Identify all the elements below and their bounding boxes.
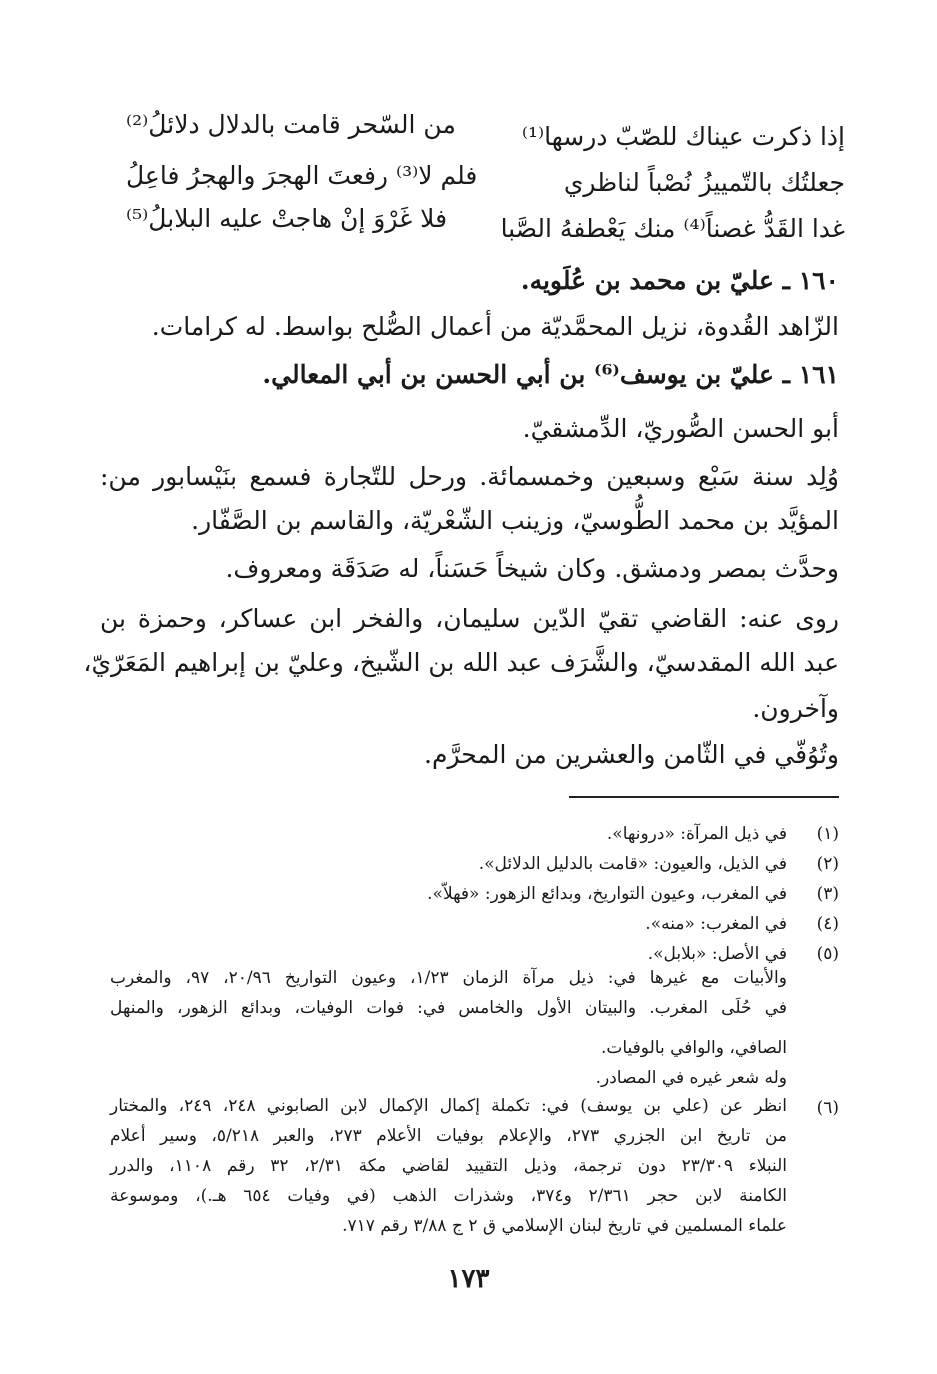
footnote-text: النبلاء ٢٣/٣٠٩ دون ترجمة، وذيل التقييد لقاضي مكة ٢/٣١، ٣٢ رقم ١١٠٨، والدرر [110,1156,787,1176]
footnote-text: في الأصل: «بلابل». [647,944,787,964]
footnote-text: علماء المسلمين في تاريخ لبنان الإسلامي ق ٢ ج ٣/٨٨ رقم ٧١٧. [342,1216,787,1236]
body-line: عبد الله المقدسيّ، والشَّرَف عبد الله بن الشّيخ، وعليّ بن إبراهيم المَعَرّيّ، [83,648,839,677]
verse-2-second-hemistich: فلم لا⁽³⁾ رفعتَ الهجرَ والهجرُ فاعِلُ [126,161,478,190]
footnote-text: من تاريخ ابن الجزري ٢٧٣، والإعلام بوفيات الأعلام ٢٧٣، والعبر ٥/٢١٨، وسير أعلام [110,1126,788,1146]
footnote-text: في ذيل المرآة: «درونها». [606,824,787,844]
body-line: وحدَّث بمصر ودمشق. وكان شيخاً حَسَناً، له صَدَقَة ومعروف. [225,554,839,583]
footnote-continuation: في حُلَى المغرب. والبيتان الأول والخامس في: فوات الوفيات، وبدائع الزهور، والمنهل [110,998,787,1018]
footnote-text: في المغرب: «منه». [645,914,787,934]
footnote-divider [569,796,839,798]
entry-161-heading: ١٦١ ـ عليّ بن يوسف⁽⁶⁾ بن أبي الحسن بن أبي المعالي. [262,360,839,389]
body-line: أبو الحسن الصُّوريّ، الدِّمشقيّ. [522,414,839,443]
body-line: الزّاهد القُدوة، نزيل المحمَّديّة من أعمال الصُّلح بواسط. له كرامات. [151,312,839,341]
footnote-text: في المغرب، وعيون التواريخ، وبدائع الزهور: «فهلاّ». [427,884,787,904]
entry-160-heading: ١٦٠ ـ عليّ بن محمد بن عُلَويه. [520,266,839,295]
verse-3-first-hemistich: غدا القَدُّ غصناً⁽⁴⁾ منك يَعْطفهُ الصَّبا [500,214,845,243]
body-line: وُلِد سنة سَبْع وسبعين وخمسمائة. ورحل للتّجارة فسمع بنَيْسابور من: [100,462,839,491]
footnote-number: (٦) [816,1098,839,1118]
verse-2-first-hemistich: جعلتُك بالتّمييزُ نُصْباً لناظري [563,168,845,197]
footnote-continuation: الصافي، والوافي بالوفيات. [600,1038,787,1058]
footnote-text: في الذيل، والعيون: «قامت بالدليل الدلائل». [478,854,787,874]
footnote-number: (٥) [816,944,839,964]
footnote-number: (٤) [816,914,839,934]
verse-3-second-hemistich: فلا غَرْوَ إنْ هاجتْ عليه البلابلُ⁽⁵⁾ [126,204,448,233]
footnote-number: (٣) [816,884,839,904]
page-number: ١٧٣ [447,1264,490,1294]
verse-1-second-hemistich: من السّحر قامت بالدلال دلائلُ⁽²⁾ [126,110,456,139]
body-line: وتُوُفّي في الثّامن والعشرين من المحرَّم. [424,740,839,769]
body-line: وآخرون. [752,694,839,723]
footnote-continuation: وله شعر غيره في المصادر. [595,1068,787,1088]
footnote-continuation: والأبيات مع غيرها في: ذيل مرآة الزمان ١/٢٣، وعيون التواريخ ٢٠/٩٦، ٩٧، والمغرب [110,968,787,988]
body-line: روى عنه: القاضي تقيّ الدّين سليمان، والفخر ابن عساكر، وحمزة بن [100,604,839,633]
verse-1-first-hemistich: إذا ذكرت عيناك للصّبّ درسها⁽¹⁾ [521,122,845,151]
footnote-number: (٢) [816,854,839,874]
footnote-text: انظر عن (علي بن يوسف) في: تكملة إكمال الإكمال لابن الصابوني ٢٤٨، ٢٤٩، والمختار [110,1096,788,1116]
footnote-number: (١) [816,824,839,844]
footnote-text: الكامنة لابن حجر ٢/٣٦١ و٣٧٤، وشذرات الذهب (في وفيات ٦٥٤ هـ.)، وموسوعة [110,1186,787,1206]
body-line: المؤيَّد بن محمد الطُّوسيّ، وزينب الشّعْريّة، والقاسم بن الصَّفّار. [191,506,839,535]
